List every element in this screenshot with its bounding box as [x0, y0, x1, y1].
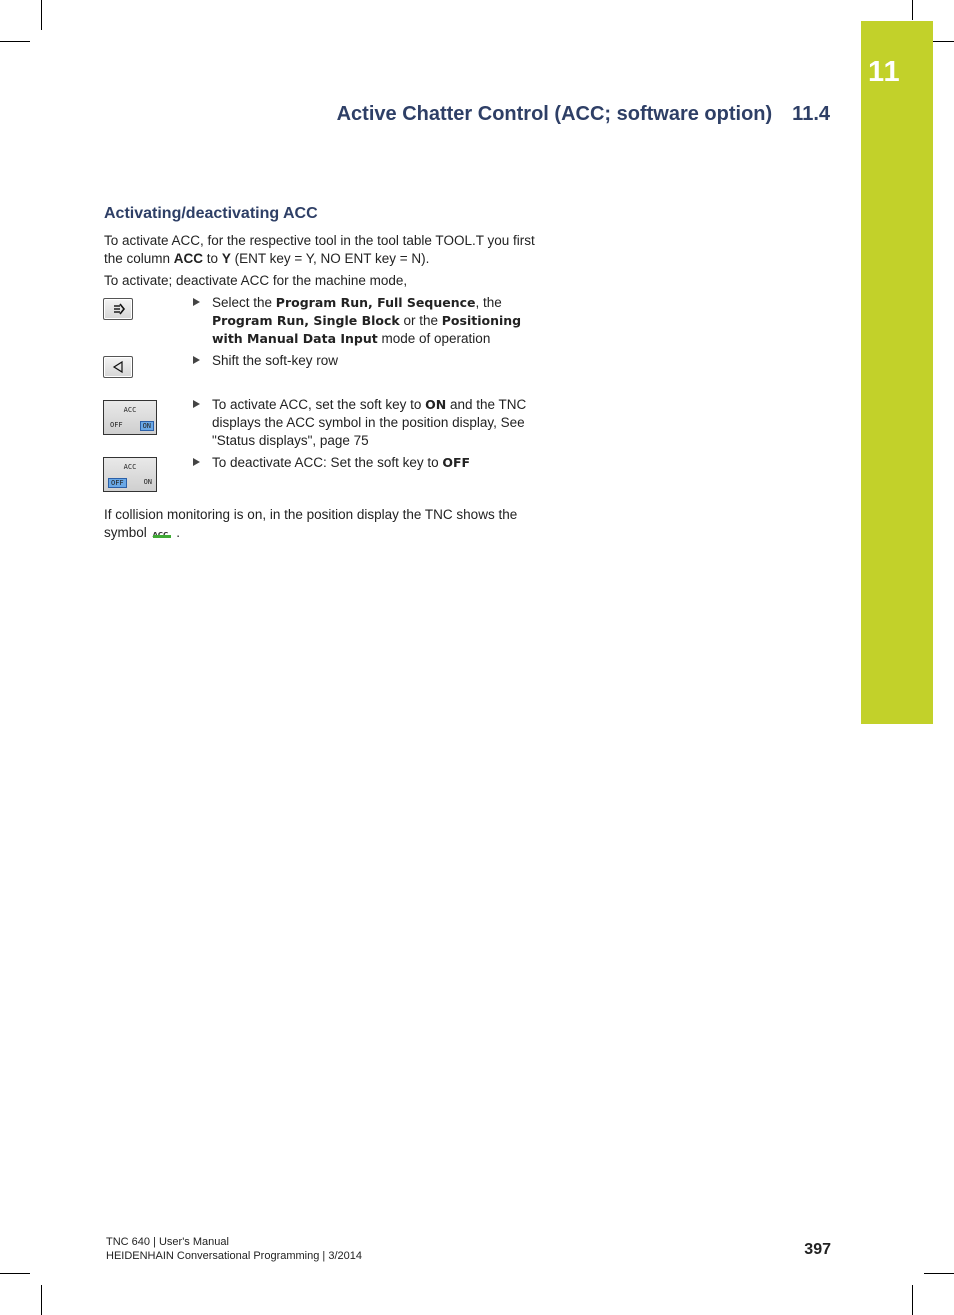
intro-paragraph-1: [104, 232, 554, 268]
acc-symbol-underline: [153, 535, 171, 538]
closing-text: If collision monitoring is on, in the position display the TNC shows the symbol: [104, 507, 518, 540]
step-1-text: [212, 294, 542, 348]
crop-mark: [912, 0, 913, 20]
intro-paragraph-2: To activate; deactivate ACC for the machine mode,: [104, 273, 408, 288]
step-bullet-icon: [193, 356, 200, 364]
step-3-text: [212, 396, 542, 450]
footer-line-2: HEIDENHAIN Conversational Programming | 3/2014: [106, 1250, 362, 1262]
step-2-text: Shift the soft-key row: [212, 353, 339, 368]
operating-mode-key-icon: [103, 298, 133, 320]
intro-acc: ACC: [173, 251, 204, 266]
step-text: or the: [399, 313, 442, 328]
crop-mark: [41, 1285, 42, 1315]
acc-symbol-icon: [153, 526, 171, 538]
softkey-on-label: ON: [425, 397, 447, 412]
softkey-title: ACC: [123, 463, 137, 471]
step-text: and the TNC displays the ACC symbol in the position display, See "Status displays", page 75: [212, 397, 527, 448]
acc-on-softkey: [103, 400, 157, 435]
intro-text: To activate ACC, for the respective tool in the tool table TOOL.T you first the column: [104, 233, 535, 266]
softkey-off-active: OFF: [108, 478, 127, 488]
step-bullet-icon: [193, 298, 200, 306]
running-head: [337, 103, 830, 126]
softkey-on: ON: [143, 478, 152, 486]
step-4-text: [212, 454, 542, 472]
chapter-tab: [861, 21, 933, 724]
closing-text: .: [172, 525, 181, 540]
step-text: , the: [475, 295, 502, 310]
step-text: To activate ACC, set the soft key to: [212, 397, 426, 412]
crop-mark: [0, 1273, 30, 1274]
softkey-off-label: OFF: [442, 455, 471, 470]
crop-mark: [912, 1285, 913, 1315]
acc-off-softkey: [103, 457, 157, 492]
section-title: Activating/deactivating ACC: [104, 205, 318, 222]
shift-softkey-row-icon: [103, 356, 133, 378]
footer-line-1: TNC 640 | User's Manual: [106, 1236, 229, 1248]
intro-text: (ENT key = Y, NO ENT key = N).: [230, 251, 430, 266]
running-head-title: Active Chatter Control (ACC; software option): [336, 103, 773, 125]
intro-y: Y: [221, 251, 231, 266]
closing-paragraph: [104, 506, 554, 542]
chapter-number: 11: [868, 56, 901, 88]
crop-mark: [41, 0, 42, 30]
footer: [106, 1235, 362, 1263]
running-head-section: 11.4: [792, 103, 830, 125]
mode-mdi: Positioning with Manual Data Input: [212, 313, 522, 346]
step-text: mode of operation: [377, 331, 491, 346]
step-bullet-icon: [193, 458, 200, 466]
crop-mark: [0, 41, 30, 42]
step-bullet-icon: [193, 400, 200, 408]
mode-single-block: Program Run, Single Block: [212, 313, 400, 328]
softkey-title: ACC: [123, 406, 137, 414]
step-text: To deactivate ACC: Set the soft key to: [212, 455, 443, 470]
softkey-on-active: ON: [140, 421, 154, 431]
page-number: 397: [804, 1241, 831, 1258]
softkey-off: OFF: [110, 421, 123, 429]
intro-text: to: [203, 251, 222, 266]
mode-full-sequence: Program Run, Full Sequence: [275, 295, 476, 310]
crop-mark: [924, 1273, 954, 1274]
step-text: Select the: [212, 295, 276, 310]
